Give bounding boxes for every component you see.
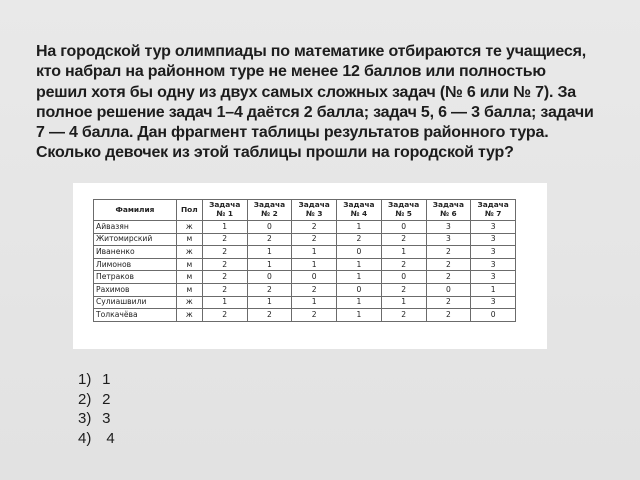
table-row <box>94 296 516 309</box>
cell-score: 0 <box>337 246 382 259</box>
cell-score: 1 <box>292 258 337 271</box>
cell-score: 3 <box>471 246 516 259</box>
cell-score: 3 <box>471 296 516 309</box>
header-name: Фамилия <box>94 200 177 221</box>
cell-score: 2 <box>337 233 382 246</box>
answer-option[interactable] <box>78 390 115 410</box>
cell-score: 2 <box>381 258 426 271</box>
cell-sex: ж <box>176 246 202 259</box>
cell-score: 0 <box>381 271 426 284</box>
cell-score: 0 <box>292 271 337 284</box>
cell-name: Сулиашвили <box>94 296 177 309</box>
cell-score: 3 <box>426 233 471 246</box>
problem-text <box>36 42 618 164</box>
answer-number: 2) <box>78 390 92 408</box>
cell-score: 3 <box>471 271 516 284</box>
cell-sex: ж <box>176 296 202 309</box>
cell-score: 2 <box>426 246 471 259</box>
cell-score: 1 <box>337 258 382 271</box>
answer-number: 1) <box>78 371 92 388</box>
cell-score: 1 <box>471 283 516 296</box>
table-row <box>94 233 516 246</box>
header-task-5: Задача № 5 <box>381 200 426 221</box>
cell-score: 2 <box>247 283 292 296</box>
cell-score: 0 <box>381 221 426 234</box>
cell-name: Петраков <box>94 271 177 284</box>
cell-score: 1 <box>202 221 247 234</box>
cell-score: 3 <box>471 221 516 234</box>
problem-line: решил хотя бы одну из двух самых сложных задач (№ 6 или № 7). За <box>36 83 576 101</box>
problem-line: На городской тур олимпиады по математике отбираются те учащиеся, <box>36 43 586 60</box>
answer-text: 1 <box>102 371 111 388</box>
cell-name: Житомирский <box>94 233 177 246</box>
cell-score: 0 <box>426 283 471 296</box>
cell-score: 2 <box>202 233 247 246</box>
results-table <box>93 199 516 322</box>
cell-score: 1 <box>337 221 382 234</box>
results-table-card <box>73 183 547 349</box>
answer-option[interactable] <box>78 370 115 390</box>
cell-score: 2 <box>292 221 337 234</box>
cell-score: 2 <box>202 283 247 296</box>
table-row <box>94 246 516 259</box>
cell-name: Айвазян <box>94 221 177 234</box>
header-task-7: Задача № 7 <box>471 200 516 221</box>
answer-number: 4) <box>78 429 92 447</box>
cell-score: 2 <box>247 233 292 246</box>
cell-sex: м <box>176 283 202 296</box>
cell-sex: м <box>176 233 202 246</box>
cell-score: 2 <box>292 309 337 322</box>
cell-score: 2 <box>381 309 426 322</box>
cell-score: 2 <box>292 283 337 296</box>
cell-score: 0 <box>247 271 292 284</box>
cell-score: 1 <box>381 296 426 309</box>
cell-score: 2 <box>426 296 471 309</box>
answer-option[interactable] <box>78 409 115 429</box>
cell-sex: ж <box>176 221 202 234</box>
cell-sex: м <box>176 258 202 271</box>
cell-score: 1 <box>337 296 382 309</box>
header-task-1: Задача № 1 <box>202 200 247 221</box>
table-row <box>94 271 516 284</box>
cell-score: 2 <box>381 233 426 246</box>
cell-score: 0 <box>471 309 516 322</box>
cell-score: 1 <box>247 258 292 271</box>
cell-score: 1 <box>202 296 247 309</box>
cell-score: 2 <box>202 246 247 259</box>
problem-line: полное решение задач 1–4 даётся 2 балла; задач 5, 6 — 3 балла; задачи <box>36 103 594 121</box>
cell-score: 1 <box>337 309 382 322</box>
answer-text: 4 <box>106 429 115 447</box>
table-row <box>94 221 516 234</box>
cell-score: 1 <box>247 246 292 259</box>
cell-score: 1 <box>337 271 382 284</box>
cell-name: Рахимов <box>94 283 177 296</box>
cell-sex: м <box>176 271 202 284</box>
cell-score: 1 <box>292 296 337 309</box>
cell-score: 2 <box>202 309 247 322</box>
cell-score: 2 <box>426 258 471 271</box>
table-row <box>94 309 516 322</box>
cell-score: 2 <box>426 271 471 284</box>
cell-name: Толкачёва <box>94 309 177 322</box>
cell-name: Лимонов <box>94 258 177 271</box>
header-sex: Пол <box>176 200 202 221</box>
problem-line: Сколько девочек из этой таблицы прошли на городской тур? <box>36 144 514 162</box>
cell-score: 2 <box>426 309 471 322</box>
cell-score: 3 <box>471 258 516 271</box>
cell-score: 0 <box>337 283 382 296</box>
answer-number: 3) <box>78 410 92 428</box>
cell-name: Иваненко <box>94 246 177 259</box>
answer-text: 2 <box>102 390 111 408</box>
cell-score: 0 <box>247 221 292 234</box>
header-task-4: Задача № 4 <box>337 200 382 221</box>
table-header-row <box>94 200 516 221</box>
problem-line: кто набрал на районном туре не менее 12 баллов или полностью <box>36 63 546 81</box>
problem-line: 7 — 4 балла. Дан фрагмент таблицы результатов районного тура. <box>36 124 549 142</box>
cell-score: 1 <box>381 246 426 259</box>
cell-score: 2 <box>202 258 247 271</box>
table-row <box>94 258 516 271</box>
cell-score: 2 <box>202 271 247 284</box>
header-task-3: Задача № 3 <box>292 200 337 221</box>
answer-option[interactable] <box>78 429 115 449</box>
cell-sex: ж <box>176 309 202 322</box>
header-task-6: Задача № 6 <box>426 200 471 221</box>
header-task-2: Задача № 2 <box>247 200 292 221</box>
table-row <box>94 283 516 296</box>
cell-score: 2 <box>247 309 292 322</box>
cell-score: 1 <box>247 296 292 309</box>
cell-score: 3 <box>471 233 516 246</box>
cell-score: 1 <box>292 246 337 259</box>
cell-score: 2 <box>381 283 426 296</box>
answer-options <box>78 370 115 448</box>
cell-score: 2 <box>292 233 337 246</box>
cell-score: 3 <box>426 221 471 234</box>
answer-text: 3 <box>102 410 111 428</box>
